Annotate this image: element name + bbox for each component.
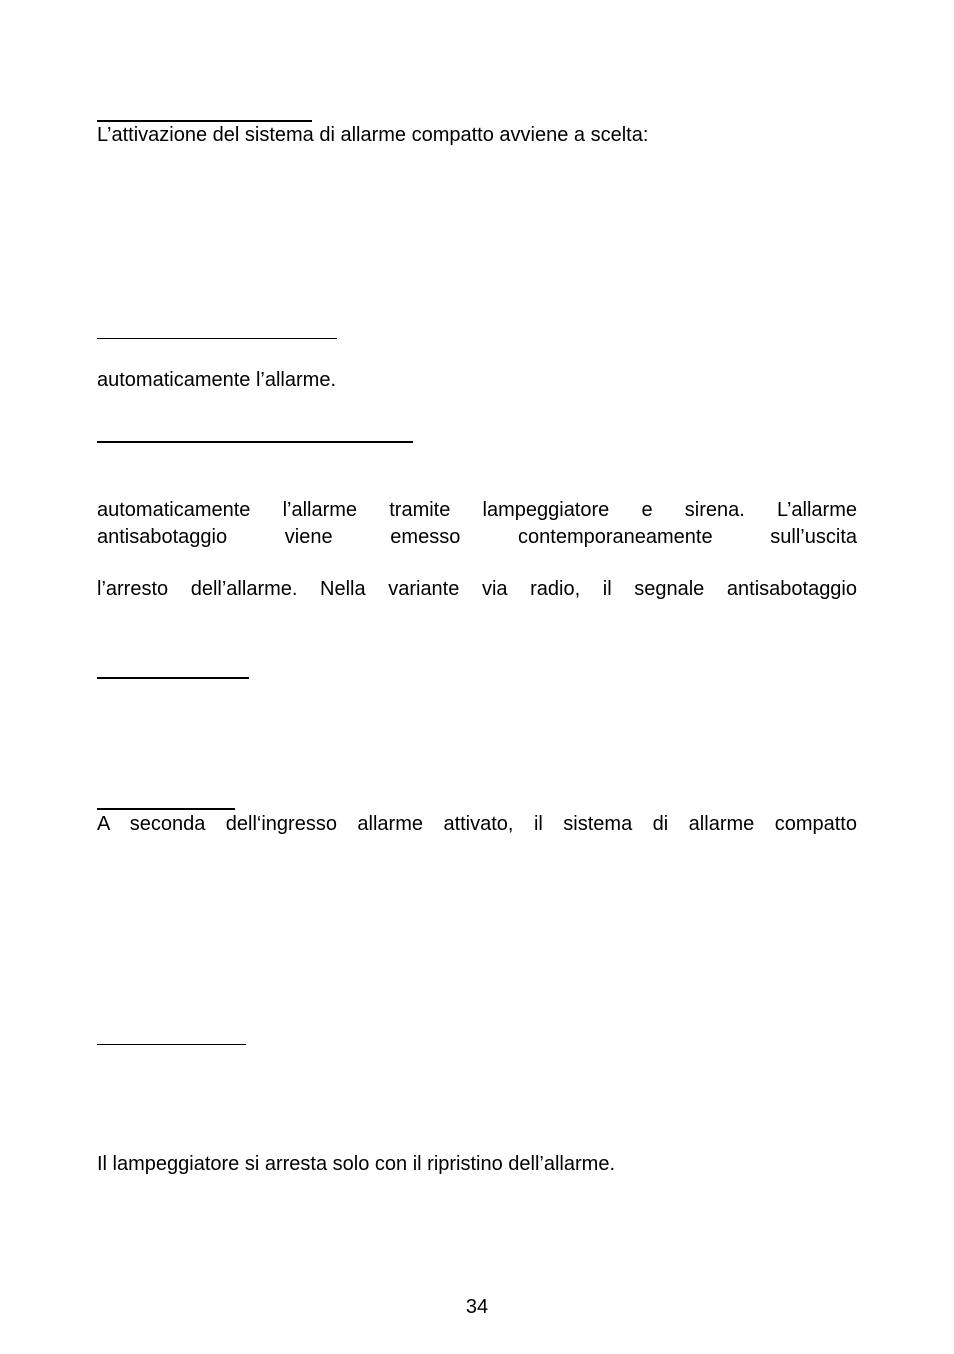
text-line-activation: L’attivazione del sistema di allarme compatto avviene a scelta: [97,124,649,146]
text-line-alarm-input: A seconda dell‘ingresso allarme attivato, il sistema di allarme compatto [97,813,857,835]
page-number: 34 [465,1296,489,1318]
text-line-radio-variant: l’arresto dell’allarme. Nella variante via radio, il segnale antisabotaggio [97,578,857,600]
heading-underline-5 [97,808,235,810]
heading-underline-1 [97,120,312,122]
text-line-flasher-siren: automaticamente l’allarme tramite lampeggiatore e sirena. L’allarme [97,499,857,521]
text-line-automatic-alarm: automaticamente l’allarme. [97,369,336,391]
text-line-flasher-reset: Il lampeggiatore si arresta solo con il ripristino dell’allarme. [97,1153,615,1175]
heading-underline-3 [97,441,413,443]
heading-underline-2 [97,338,337,339]
text-line-antisabotage-output: antisabotaggio viene emesso contemporaneamente sull’uscita [97,526,857,548]
heading-underline-6 [97,1044,246,1045]
heading-underline-4 [97,677,249,679]
